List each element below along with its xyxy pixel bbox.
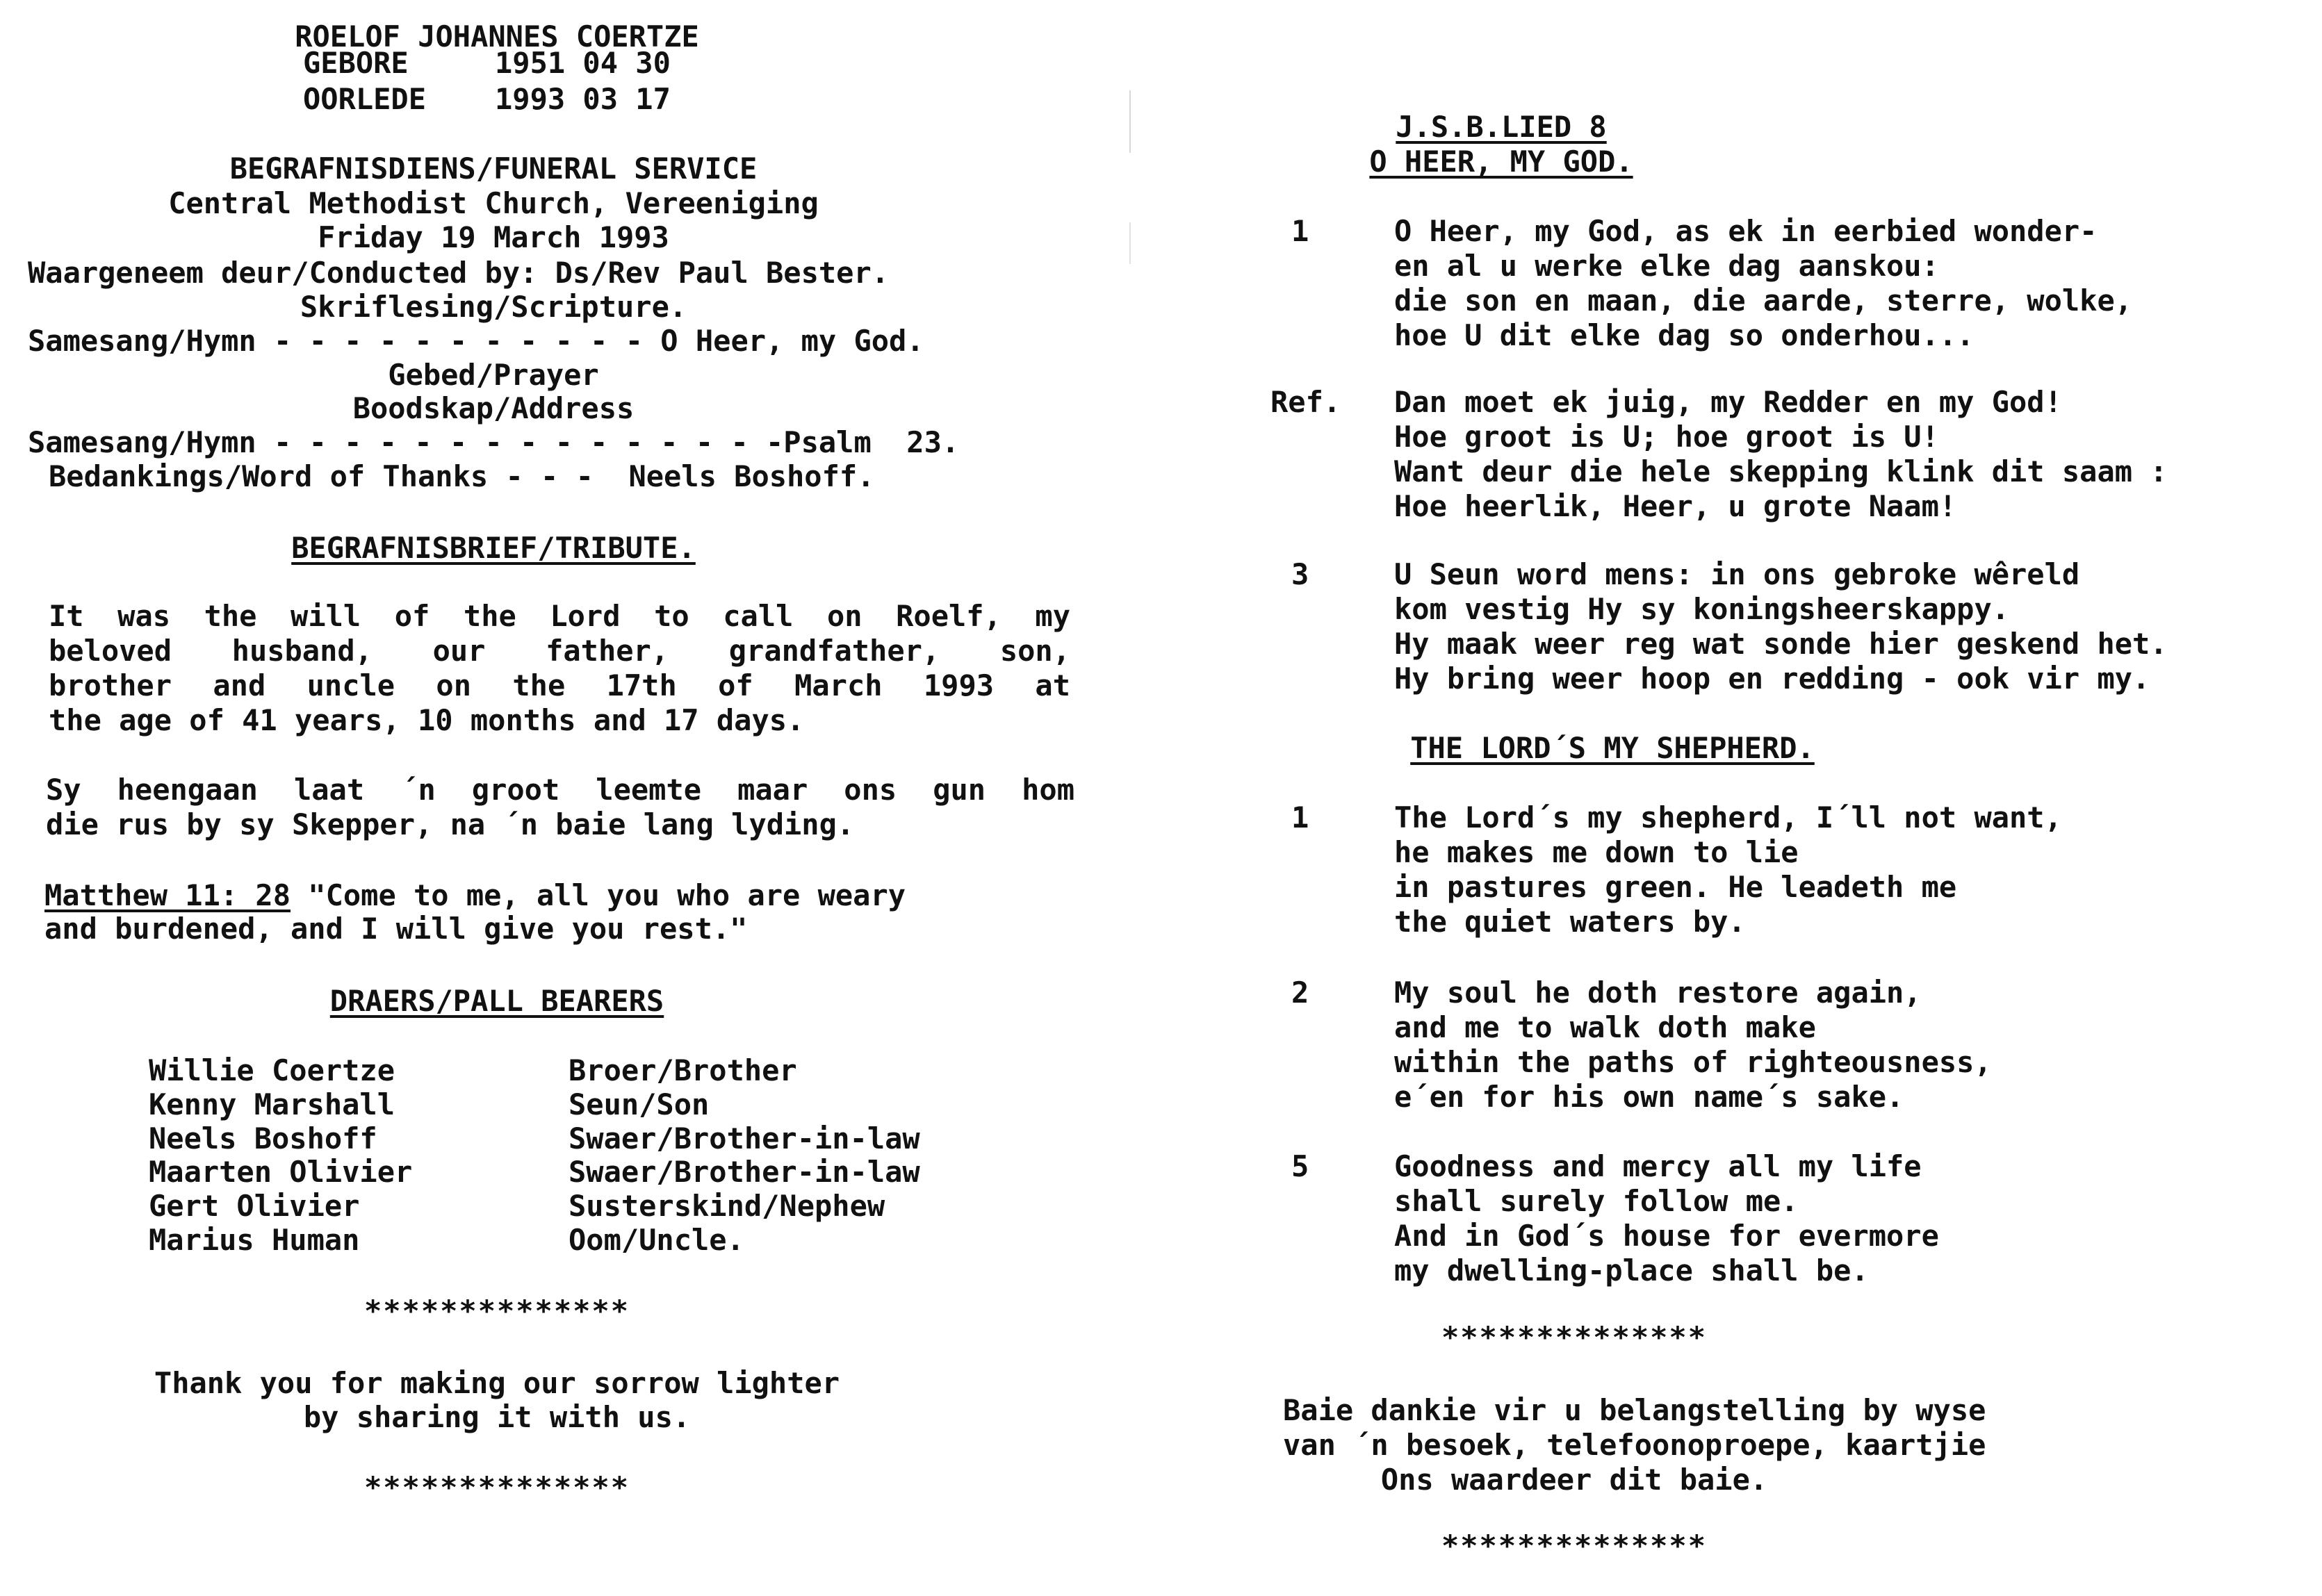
tribute-line: brother and uncle on the 17th of March 1993 at bbox=[49, 668, 1070, 702]
service-heading: BEGRAFNISDIENS/FUNERAL SERVICE bbox=[229, 151, 758, 186]
verse-number: 5 bbox=[1291, 1149, 1309, 1183]
born-date: 1951 04 30 bbox=[495, 46, 671, 80]
verse-line: Hy maak weer reg wat sonde hier geskend het. bbox=[1394, 627, 2168, 661]
bearer-name: Maarten Olivier bbox=[149, 1155, 413, 1189]
verse-line: My soul he doth restore again, bbox=[1394, 976, 1922, 1010]
bearer-name: Neels Boshoff bbox=[149, 1121, 377, 1155]
closing-line-2: van ´n besoek, telefoonoproepe, kaartjie bbox=[1283, 1428, 1986, 1462]
closing-line-1: Thank you for making our sorrow lighter bbox=[154, 1366, 840, 1400]
tribute-paragraph bbox=[49, 599, 1070, 738]
bearer-relation: Susterskind/Nephew bbox=[569, 1189, 885, 1223]
scripture: Skriflesing/Scripture. bbox=[300, 290, 687, 324]
afrikaans-paragraph bbox=[46, 773, 1074, 842]
tribute-line: the age of 41 years, 10 months and 17 days. bbox=[49, 703, 805, 737]
verse-line: The Lord´s my shepherd, I´ll not want, bbox=[1394, 800, 2062, 834]
verse-number: 1 bbox=[1291, 214, 1309, 248]
verse-line: die son en maan, die aarde, sterre, wolke, bbox=[1394, 283, 2133, 318]
verse-line: hoe U dit elke dag so onderhou... bbox=[1394, 318, 1974, 352]
verse-line: shall surely follow me. bbox=[1394, 1184, 1799, 1218]
star-divider: ************** bbox=[363, 1294, 630, 1328]
bearer-name: Kenny Marshall bbox=[149, 1087, 395, 1121]
venue: Central Methodist Church, Vereeniging bbox=[168, 186, 819, 220]
bearer-name: Marius Human bbox=[149, 1223, 360, 1257]
verse-number: 1 bbox=[1291, 800, 1309, 834]
verse-line: the quiet waters by. bbox=[1394, 905, 1746, 939]
verse-line: within the paths of righteousness, bbox=[1394, 1045, 1992, 1079]
verse-line-1 bbox=[44, 878, 906, 913]
hymn-line-2: Samesang/Hymn - - - - - - - - - - - - - - -Psalm 23. bbox=[28, 425, 960, 459]
pall-bearers-heading: DRAERS/PALL BEARERS bbox=[329, 984, 664, 1018]
verse-line: and me to walk doth make bbox=[1394, 1010, 1816, 1044]
bearer-name: Gert Olivier bbox=[149, 1189, 360, 1223]
hymn-title-2: O HEER, MY GOD. bbox=[1369, 145, 1633, 179]
service-date: Friday 19 March 1993 bbox=[318, 220, 669, 254]
refrain-label: Ref. bbox=[1270, 385, 1341, 419]
bearer-name: Willie Coertze bbox=[149, 1053, 395, 1087]
afrikaans-line: die rus by sy Skepper, na ´n baie lang lyding. bbox=[46, 807, 855, 841]
deceased-name: ROELOF JOHANNES COERTZE bbox=[295, 19, 699, 54]
closing-line-1: Baie dankie vir u belangstelling by wyse bbox=[1283, 1393, 1986, 1427]
hymn-title-1: J.S.B.LIED 8 bbox=[1396, 110, 1607, 144]
star-divider: ************** bbox=[1441, 1529, 1707, 1563]
tribute-line: beloved husband, our father, grandfather, son, bbox=[49, 634, 1070, 668]
address: Boodskap/Address bbox=[352, 391, 635, 425]
prayer: Gebed/Prayer bbox=[388, 358, 599, 392]
verse-line: Hoe groot is U; hoe groot is U! bbox=[1394, 420, 1939, 454]
verse-line: he makes me down to lie bbox=[1394, 835, 1799, 869]
verse-line: O Heer, my God, as ek in eerbied wonder- bbox=[1394, 214, 2098, 248]
hymn2-title: THE LORD´S MY SHEPHERD. bbox=[1410, 731, 1815, 765]
star-divider: ************** bbox=[363, 1470, 630, 1504]
verse-line: my dwelling-place shall be. bbox=[1394, 1253, 1869, 1288]
right-page bbox=[1147, 0, 2322, 1596]
tribute-line: It was the will of the Lord to call on Roelf, my bbox=[49, 599, 1070, 633]
verse-line: Hy bring weer hoop en redding - ook vir my. bbox=[1394, 661, 2150, 696]
verse-line: Hoe heerlik, Heer, u grote Naam! bbox=[1394, 489, 1957, 523]
verse-line: Dan moet ek juig, my Redder en my God! bbox=[1394, 385, 2062, 419]
verse-number: 2 bbox=[1291, 976, 1309, 1010]
born-label: GEBORE bbox=[303, 46, 409, 80]
verse-number: 3 bbox=[1291, 557, 1309, 591]
closing-line-3: Ons waardeer dit baie. bbox=[1380, 1463, 1768, 1497]
bearer-relation: Oom/Uncle. bbox=[569, 1223, 744, 1257]
verse-line: Goodness and mercy all my life bbox=[1394, 1149, 1922, 1183]
closing-line-2: by sharing it with us. bbox=[303, 1400, 691, 1434]
word-of-thanks: Bedankings/Word of Thanks - - - Neels Boshoff. bbox=[49, 459, 875, 493]
died-label: OORLEDE bbox=[303, 82, 427, 116]
verse-line: U Seun word mens: in ons gebroke wêreld bbox=[1394, 557, 2080, 591]
afrikaans-line: Sy heengaan laat ´n groot leemte maar ons gun hom bbox=[46, 773, 1074, 807]
left-page bbox=[0, 0, 1147, 1596]
verse-line: Want deur die hele skepping klink dit saam : bbox=[1394, 454, 2168, 488]
verse-line: in pastures green. He leadeth me bbox=[1394, 870, 1957, 904]
verse-text: "Come to me, all you who are weary bbox=[291, 878, 906, 912]
verse-line: e´en for his own name´s sake. bbox=[1394, 1080, 1904, 1114]
conducted-by: Waargeneem deur/Conducted by: Ds/Rev Paul Bester. bbox=[28, 256, 890, 290]
verse-reference: Matthew 11: 28 bbox=[44, 878, 291, 912]
died-date: 1993 03 17 bbox=[495, 82, 671, 116]
hymn-line-1: Samesang/Hymn - - - - - - - - - - - O Heer, my God. bbox=[28, 324, 924, 358]
tribute-heading: BEGRAFNISBRIEF/TRIBUTE. bbox=[291, 531, 696, 565]
verse-line-2: and burdened, and I will give you rest." bbox=[44, 912, 748, 946]
verse-line: en al u werke elke dag aanskou: bbox=[1394, 249, 1939, 283]
bearer-relation: Broer/Brother bbox=[569, 1053, 797, 1087]
star-divider: ************** bbox=[1441, 1320, 1707, 1354]
bearer-relation: Swaer/Brother-in-law bbox=[569, 1121, 920, 1155]
bearer-relation: Swaer/Brother-in-law bbox=[569, 1155, 920, 1189]
verse-line: kom vestig Hy sy koningsheerskappy. bbox=[1394, 592, 2010, 626]
bearer-relation: Seun/Son bbox=[569, 1087, 710, 1121]
verse-line: And in God´s house for evermore bbox=[1394, 1219, 1939, 1253]
